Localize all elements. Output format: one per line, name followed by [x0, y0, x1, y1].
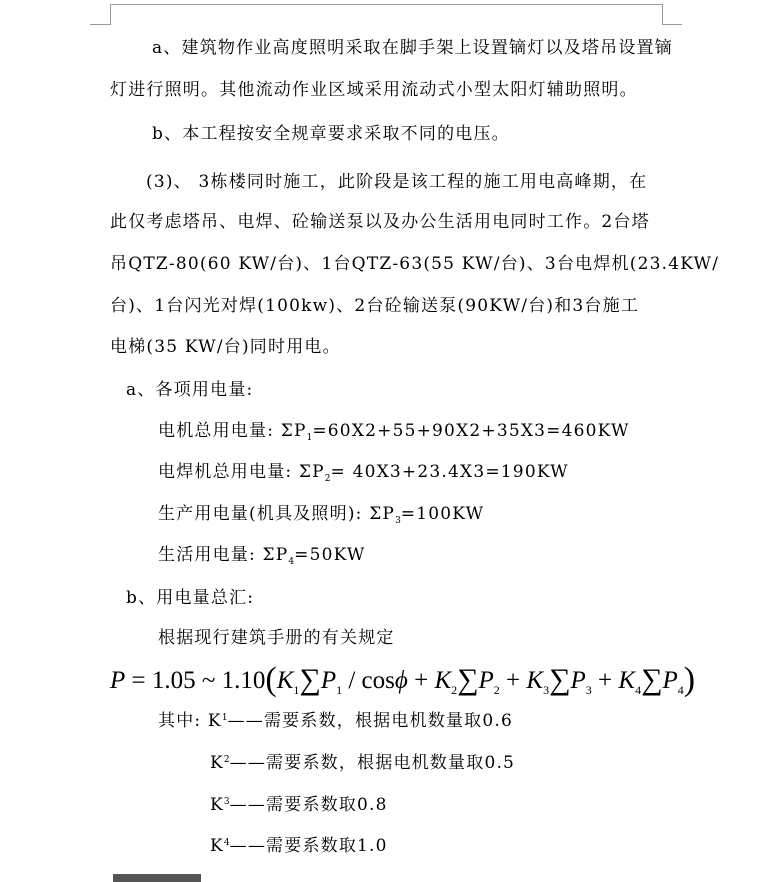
- load-formula: P = 1.05 ~ $1.10(K_1\sum P_1 / \cos\phi + K_2\sum P_2 + K_3\sum P_3 + K_4\sum P_4)$: [110, 661, 696, 698]
- load-living: [158, 545, 366, 568]
- load-production: [158, 504, 484, 527]
- paragraph-line: b、本工程按安全规章要求采取不同的电压。: [152, 124, 510, 144]
- load-label: 生活用电量: ΣP: [158, 545, 289, 565]
- section-heading: a、各项用电量:: [126, 380, 254, 400]
- subscript: 1: [306, 433, 313, 443]
- load-label: 生产用电量(机具及照明): ΣP: [158, 504, 396, 524]
- coefficient-k4: $K^4——$需要系数取1.0: [210, 836, 388, 856]
- paragraph-line: a、建筑物作业高度照明采取在脚手架上设置镝灯以及塔吊设置镝: [152, 38, 673, 58]
- crop-mark-right-h: [662, 24, 682, 25]
- paragraph-line: 此仅考虑塔吊、电焊、砼输送泵以及办公生活用电同时工作。2台塔: [110, 212, 650, 232]
- subscript: 3: [395, 516, 401, 526]
- crop-mark-right-v: [662, 4, 663, 25]
- paragraph-line: 根据现行建筑手册的有关规定: [158, 628, 395, 648]
- superscript: 3: [223, 797, 230, 807]
- coefficient-k3: $K^3——$需要系数取0.8: [210, 795, 388, 815]
- load-value: =50KW: [294, 545, 366, 565]
- subscript: 4: [288, 557, 295, 567]
- crop-mark-left-h: [90, 24, 110, 25]
- superscript: 4: [223, 838, 230, 848]
- superscript: 1: [221, 713, 228, 723]
- superscript: 2: [223, 755, 230, 765]
- load-welder-total: [158, 462, 569, 485]
- scrollbar-thumb[interactable]: [113, 874, 201, 882]
- crop-mark-top-edge: [110, 4, 662, 5]
- load-value: =60X2+55+90X2+35X3=460KW: [312, 421, 630, 441]
- section-heading: b、用电量总汇:: [126, 588, 255, 608]
- coefficient-k1: 其中: $K^1——$需要系数，根据电机数量取0.6: [158, 711, 514, 731]
- subscript: 2: [324, 474, 331, 484]
- paragraph-line: 电梯(35 KW/台)同时用电。: [110, 337, 341, 357]
- load-value: = 40X3+23.4X3=190KW: [330, 462, 569, 482]
- paragraph-line: 台)、1台闪光对焊(100kw)、2台砼输送泵(90KW/台)和3台施工: [110, 296, 640, 316]
- coefficient-k2: $K^2——$需要系数，根据电机数量取0.5: [210, 753, 516, 773]
- load-label: 电机总用电量: ΣP: [158, 421, 307, 441]
- load-motor-total: [158, 421, 630, 444]
- load-value: =100KW: [400, 504, 485, 524]
- load-label: 电焊机总用电量: ΣP: [158, 462, 325, 482]
- crop-mark-left-v: [110, 4, 111, 25]
- paragraph-line: 吊QTZ-80(60 KW/台)、1台QTZ-63(55 KW/台)、3台电焊机(23.4KW/: [110, 254, 720, 274]
- paragraph-line: 灯进行照明。其他流动作业区域采用流动式小型太阳灯辅助照明。: [110, 80, 638, 100]
- paragraph-line: (3)、 3栋楼同时施工，此阶段是该工程的施工用电高峰期，在: [146, 172, 648, 192]
